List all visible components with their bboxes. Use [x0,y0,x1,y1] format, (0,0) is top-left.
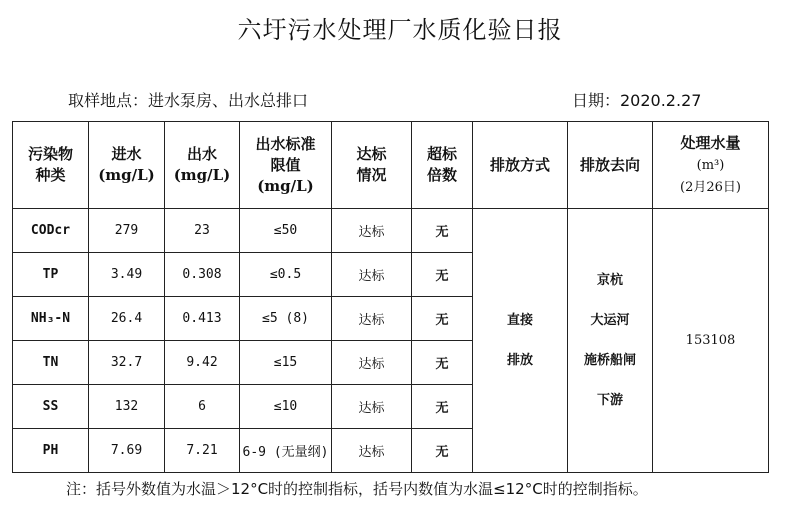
status-cell: 达标 [332,341,412,385]
table-row [13,209,769,253]
volume-cell: 153108 [653,209,769,473]
outflow-cell: 6 [165,385,240,429]
discharge-direction-cell: 京杭 大运河 施桥船闸 下游 [568,209,653,473]
discharge-method-cell: 直接 排放 [473,209,568,473]
status-cell: 达标 [332,297,412,341]
header-outflow: 出水 (mg/L) [165,122,240,209]
header-limit: 出水标准 限值 (mg/L) [240,122,332,209]
limit-cell: ≤5 (8) [240,297,332,341]
header-row [13,122,769,209]
header-compliance: 达标 情况 [332,122,412,209]
pollutant-cell: TP [13,253,89,297]
inflow-cell: 26.4 [89,297,165,341]
header-discharge-direction: 排放去向 [568,122,653,209]
limit-cell: ≤50 [240,209,332,253]
limit-cell: 6-9 (无量纲) [240,429,332,473]
inflow-cell: 32.7 [89,341,165,385]
outflow-cell: 23 [165,209,240,253]
status-cell: 达标 [332,253,412,297]
pollutant-cell: TN [13,341,89,385]
exceed-cell: 无 [412,253,473,297]
footnote: 注：括号外数值为水温＞12°C时的控制指标，括号内数值为水温≤12°C时的控制指标。 [66,480,648,498]
header-volume: 处理水量 (m³) (2月26日) [653,122,769,209]
pollutant-cell: PH [13,429,89,473]
status-cell: 达标 [332,385,412,429]
header-discharge-method: 排放方式 [473,122,568,209]
water-quality-table [12,121,769,473]
limit-cell: ≤0.5 [240,253,332,297]
report-date: 日期：2020.2.27 [572,91,702,110]
exceed-cell: 无 [412,297,473,341]
limit-cell: ≤10 [240,385,332,429]
inflow-cell: 3.49 [89,253,165,297]
inflow-cell: 132 [89,385,165,429]
outflow-cell: 0.308 [165,253,240,297]
inflow-cell: 7.69 [89,429,165,473]
pollutant-cell: NH₃-N [13,297,89,341]
outflow-cell: 0.413 [165,297,240,341]
status-cell: 达标 [332,429,412,473]
status-cell: 达标 [332,209,412,253]
outflow-cell: 7.21 [165,429,240,473]
limit-cell: ≤15 [240,341,332,385]
exceed-cell: 无 [412,341,473,385]
outflow-cell: 9.42 [165,341,240,385]
pollutant-cell: SS [13,385,89,429]
exceed-cell: 无 [412,429,473,473]
header-inflow: 进水 (mg/L) [89,122,165,209]
header-exceed: 超标 倍数 [412,122,473,209]
sampling-location: 取样地点：进水泵房、出水总排口 [68,91,309,110]
report-title: 六圩污水处理厂水质化验日报 [237,16,563,44]
header-pollutant: 污染物 种类 [13,122,89,209]
pollutant-cell: CODcr [13,209,89,253]
exceed-cell: 无 [412,209,473,253]
exceed-cell: 无 [412,385,473,429]
inflow-cell: 279 [89,209,165,253]
